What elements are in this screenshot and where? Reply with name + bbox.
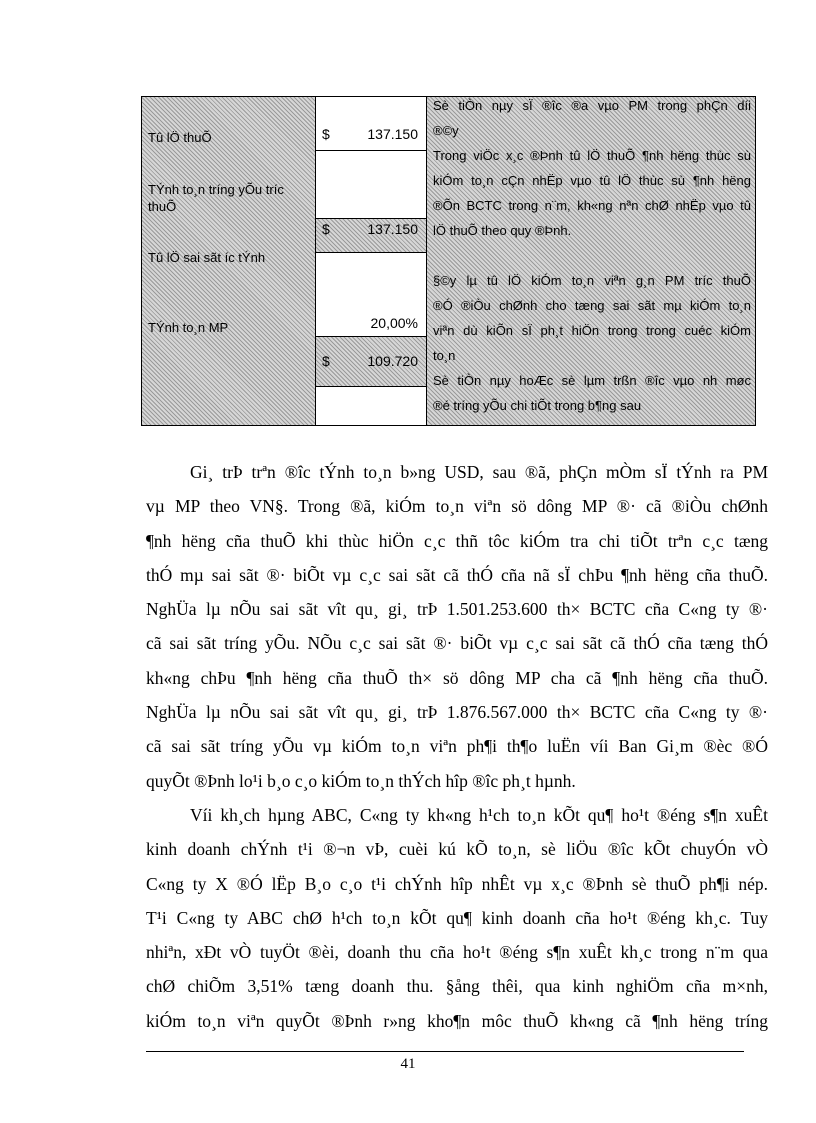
value-percent: 20,00% xyxy=(370,315,418,331)
note-line: §©y lµ tû lÖ kiÓm to¸n viªn g¸n PM tríc thuÕ xyxy=(433,273,751,288)
note-line: ®Ó ®iÒu chØnh cho tæng sai sãt mµ kiÓm to¸n xyxy=(433,298,751,313)
note-line: Trong viÖc x¸c ®Þnh tû lÖ thuÕ ¶nh hëng thùc sù xyxy=(433,148,751,163)
value-amount: 109.720 xyxy=(367,353,418,369)
text-line: cã sai sãt tríng yÕu. NÕu c¸c sai sãt ®· biÕt vµ c¸c sai sãt cã thÓ cña tæng thÓ xyxy=(146,633,768,654)
currency-symbol: $ xyxy=(322,221,330,237)
note-line: ®Õn BCTC trong n¨m, kh«ng nªn chØ nhËp vµo tû xyxy=(433,198,751,213)
value-cell xyxy=(316,97,426,151)
footer-divider xyxy=(146,1051,744,1052)
value-cell xyxy=(316,337,426,387)
table-value-column xyxy=(316,97,427,425)
table-label-column xyxy=(142,97,316,425)
note-line: Sè tiÒn nµy hoÆc sè lµm trßn ®îc vµo nh møc xyxy=(433,373,751,388)
text-line: ¶nh hëng cña thuÕ khi thùc hiÖn c¸c thñ tôc kiÓm tra chi tiÕt trªn c¸c tæng xyxy=(146,530,768,551)
label-tax-rate: Tû lÖ thuÕ xyxy=(148,130,212,145)
text-line: C«ng ty X ®Ó lËp B¸o c¸o t¹i chÝnh hîp nhÊt vµ x¸c ®Þnh sè thuÕ ph¶i nép. xyxy=(146,873,768,894)
text-line: kh«ng chÞu ¶nh hëng cña thuÕ th× sö dông MP cha cã ¶nh hëng cña thuÕ. xyxy=(146,667,768,688)
note-line: Sè tiÒn nµy sÏ ®îc ®a vµo PM trong phÇn díi xyxy=(433,98,751,113)
paragraph-1 xyxy=(146,455,768,798)
value-cell xyxy=(316,387,426,425)
value-amount: 137.150 xyxy=(367,126,418,142)
currency-symbol: $ xyxy=(322,353,330,369)
value-amount: 137.150 xyxy=(367,221,418,237)
note-line: kiÓm to¸n cÇn nhËp vµo tû lÖ thùc sù ¶nh hëng xyxy=(433,173,751,188)
text-line: kiÓm to¸n viªn quyÕt ®Þnh r»ng kho¶n môc thuÕ kh«ng cã ¶nh hëng tríng xyxy=(146,1010,768,1031)
text-line: Víi kh¸ch hµng ABC, C«ng ty kh«ng h¹ch to¸n kÕt qu¶ ho¹t ®éng s¶n xuÊt xyxy=(190,805,768,825)
text-line: NghÜa lµ nÕu sai sãt vît qu¸ gi¸ trÞ 1.876.567.000 th× BCTC cña C«ng ty ®· xyxy=(146,702,768,723)
page-number: 41 xyxy=(400,1056,416,1072)
text-line: cã sai sãt tríng yÕu vµ kiÓm to¸n viªn ph¶i th¶o luËn víi Ban Gi¸m ®èc ®Ó xyxy=(146,736,768,757)
label-estimated-error-rate: Tû lÖ sai sãt íc tÝnh xyxy=(148,250,266,265)
materiality-table xyxy=(141,96,756,426)
value-cell xyxy=(316,219,426,253)
label-mp-calculation: TÝnh to¸n MP xyxy=(148,320,229,335)
text-line: kinh doanh chÝnh t¹i ®¬n vÞ, cuèi kú kÕ to¸n, sè liÖu ®îc kÕt chuyÓn vÒ xyxy=(146,839,768,860)
text-line: vµ MP theo VN§. Trong ®ã, kiÓm to¸n viªn sö dông MP ®· cã ®iÒu chØnh xyxy=(146,496,768,517)
text-line: NghÜa lµ nÕu sai sãt vît qu¸ gi¸ trÞ 1.501.253.600 th× BCTC cña C«ng ty ®· xyxy=(146,599,768,620)
note-line: ®©y xyxy=(433,123,459,138)
label-pretax-materiality: TÝnh to¸n tríng yÕu tríc thuÕ xyxy=(148,182,284,214)
text-line: quyÕt ®Þnh lo¹i b¸o c¸o kiÓm to¸n thÝch hîp ®îc ph¸t hµnh. xyxy=(146,770,576,791)
value-cell xyxy=(316,151,426,219)
note-line: viªn dù kiÕn sÏ ph¸t hiÖn trong trong cuéc kiÓm xyxy=(433,323,751,338)
text-line: chØ chiÕm 3,51% tæng doanh thu. §ång thêi, qua kinh nghiÖm cña m×nh, xyxy=(146,976,768,997)
paragraph-2 xyxy=(146,798,768,1038)
note-line: ®é tríng yÕu chi tiÕt trong b¶ng sau xyxy=(433,398,642,413)
value-cell xyxy=(316,253,426,337)
text-line: thÓ mµ sai sãt ®· biÕt vµ c¸c sai sãt cã thÓ cña nã sÏ chÞu ¶nh hëng cña thuÕ. xyxy=(146,564,768,585)
text-line: nhiªn, xÐt vÒ tuyÖt ®èi, doanh thu cña ho¹t ®éng s¶n xuÊt kh¸c trong n¨m qua xyxy=(146,942,768,963)
table-notes-column xyxy=(427,97,755,425)
currency-symbol: $ xyxy=(322,126,330,142)
note-line: to¸n xyxy=(433,348,456,363)
note-line: lÖ thuÕ theo quy ®Þnh. xyxy=(433,223,572,238)
text-line: Gi¸ trÞ trªn ®îc tÝnh to¸n b»ng USD, sau ®ã, phÇn mÒm sÏ tÝnh ra PM xyxy=(190,462,768,482)
text-line: T¹i C«ng ty ABC chØ h¹ch to¸n kÕt qu¶ kinh doanh cña ho¹t ®éng kh¸c. Tuy xyxy=(146,907,768,928)
